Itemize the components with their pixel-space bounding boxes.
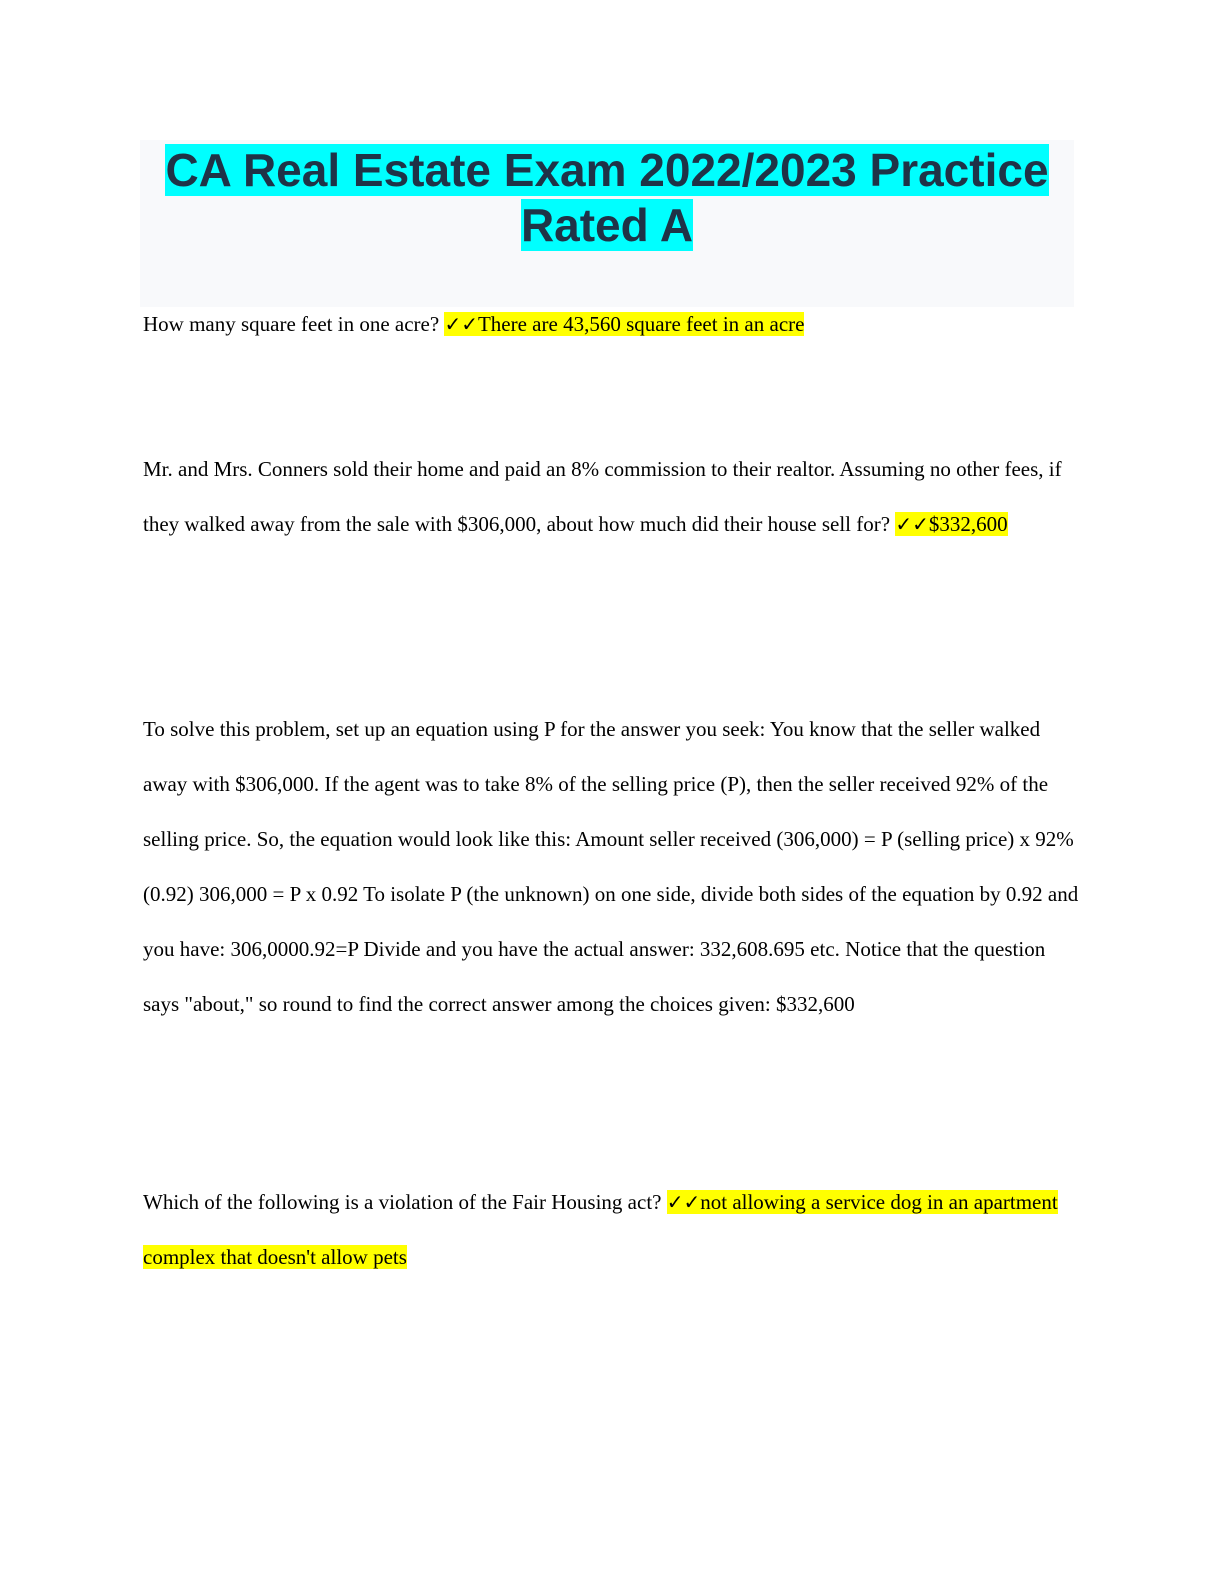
answer-text: There are 43,560 square feet in an acre bbox=[477, 312, 805, 336]
document-title-line-1: CA Real Estate Exam 2022/2023 Practice bbox=[165, 144, 1049, 196]
question-text: How many square feet in one acre? bbox=[143, 312, 440, 336]
check-mark-icon: ✓✓ bbox=[666, 1190, 701, 1214]
document-title-line-2: Rated A bbox=[520, 199, 694, 251]
answer-highlight bbox=[895, 512, 1007, 536]
qa-item-acre bbox=[143, 297, 1083, 352]
document-title-block bbox=[140, 140, 1074, 307]
question-text: Mr. and Mrs. Conners sold their home and paid an 8% commission to their realtor. Assuming no other fees, if they walked away from the sale with $306,000, about how much did their house sell for? bbox=[143, 457, 1062, 536]
check-mark-icon: ✓✓ bbox=[444, 312, 478, 336]
answer-highlight bbox=[444, 312, 804, 336]
explanation-paragraph: To solve this problem, set up an equation using P for the answer you seek: You know that the seller walked away with $306,000. If the agent was to take 8% of the selling price (P), then the seller received 92% of the selling price. So, the equation would look like this: Amount seller received (306,000) = P (selling price) x 92% (0.92) 306,000 = P x 0.92 To isolate P (the unknown) on one side, divide both sides of the equation by 0.92 and you have: 306,0000.92=P Divide and you have the actual answer: 332,608.695 etc. Notice that the question says "about," so round to find the correct answer among the choices given: $332,600 bbox=[143, 717, 1079, 1016]
answer-text: $332,600 bbox=[928, 512, 1008, 536]
check-mark-icon: ✓✓ bbox=[895, 512, 929, 536]
qa-item-commission bbox=[143, 442, 1083, 552]
question-text: Which of the following is a violation of the Fair Housing act? bbox=[143, 1190, 662, 1214]
answer-text: not allowing a service dog in an apartment complex that doesn't allow pets bbox=[143, 1190, 1058, 1269]
qa-item-fair-housing bbox=[143, 1175, 1083, 1285]
